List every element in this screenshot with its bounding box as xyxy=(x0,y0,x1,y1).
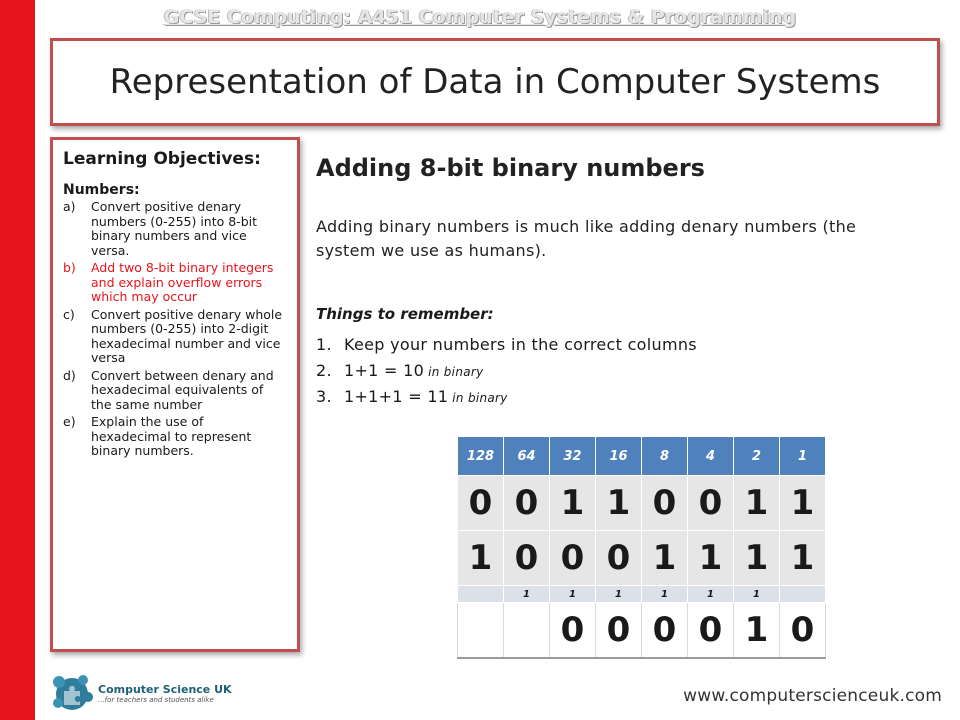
bit-cell: 1 xyxy=(458,531,504,586)
carry-cell xyxy=(458,586,504,603)
objectives-list xyxy=(63,200,287,459)
puzzle-logo-icon xyxy=(50,673,94,713)
slide-title-box xyxy=(50,38,940,126)
place-value-cell: 32 xyxy=(550,437,596,476)
objective-item: a) Convert positive denary numbers (0-255) into 8-bit binary numbers and vice versa. xyxy=(63,199,258,258)
second-number-row xyxy=(458,531,826,586)
carry-cell: 1 xyxy=(504,586,550,603)
objective-item: d) Convert between denary and hexadecimal equivalents of the same number xyxy=(63,367,274,412)
bit-cell: 0 xyxy=(688,476,734,531)
result-cell: 0 xyxy=(596,603,642,659)
bit-cell: 0 xyxy=(504,531,550,586)
result-cell: 0 xyxy=(550,603,596,659)
learning-objectives-box xyxy=(50,137,300,652)
place-value-cell: 128 xyxy=(458,437,504,476)
result-cell xyxy=(458,603,504,659)
rules-list xyxy=(316,335,697,413)
result-cell: 0 xyxy=(780,603,826,659)
result-cell: 1 xyxy=(734,603,780,659)
slide-title: Representation of Data in Computer Systems xyxy=(109,62,881,102)
result-cell: 0 xyxy=(642,603,688,659)
place-value-cell: 1 xyxy=(780,437,826,476)
objective-item-highlighted: b) Add two 8-bit binary integers and explain overflow errors which may occur xyxy=(63,260,274,304)
objective-item: c) Convert positive denary whole numbers (0-255) into 2-digit hexadecimal number and vice versa xyxy=(63,306,283,365)
course-title[interactable]: GCSE Computing: A451 Computer Systems & Programming xyxy=(163,6,797,28)
left-accent-bar xyxy=(0,0,35,720)
website-link[interactable]: www.computerscienceuk.com xyxy=(683,686,942,706)
carry-cell xyxy=(780,586,826,603)
carry-cell: 1 xyxy=(642,586,688,603)
bit-cell: 1 xyxy=(688,531,734,586)
place-value-cell: 4 xyxy=(688,437,734,476)
rule-item: 2. 1+1 = 10 in binary xyxy=(316,361,484,380)
rule-item: 1. Keep your numbers in the correct columns xyxy=(316,335,697,354)
carry-cell: 1 xyxy=(734,586,780,603)
bit-cell: 1 xyxy=(780,476,826,531)
place-value-cell: 64 xyxy=(504,437,550,476)
bit-cell: 1 xyxy=(780,531,826,586)
rule-item: 3. 1+1+1 = 11 in binary xyxy=(316,387,508,406)
remember-heading: Things to remember: xyxy=(316,305,494,323)
bit-cell: 1 xyxy=(596,476,642,531)
bit-cell: 1 xyxy=(734,531,780,586)
carry-cell: 1 xyxy=(688,586,734,603)
result-cell: 0 xyxy=(688,603,734,659)
place-value-cell: 16 xyxy=(596,437,642,476)
bit-cell: 1 xyxy=(550,476,596,531)
result-cell xyxy=(504,603,550,659)
intro-paragraph: Adding binary numbers is much like adding denary numbers (the system we use as humans). xyxy=(316,217,857,260)
logo-tagline: ...for teachers and students alike xyxy=(98,695,214,704)
section-heading: Adding 8-bit binary numbers xyxy=(316,154,705,182)
bit-cell: 0 xyxy=(642,476,688,531)
bit-cell: 0 xyxy=(458,476,504,531)
place-value-cell: 2 xyxy=(734,437,780,476)
computer-science-uk-logo xyxy=(50,673,232,713)
objective-item: e) Explain the use of hexadecimal to represent binary numbers. xyxy=(63,414,252,458)
place-value-cell: 8 xyxy=(642,437,688,476)
carry-cell: 1 xyxy=(596,586,642,603)
objectives-heading: Learning Objectives: xyxy=(63,149,261,169)
carry-cell: 1 xyxy=(550,586,596,603)
first-number-row xyxy=(458,476,826,531)
bit-cell: 1 xyxy=(734,476,780,531)
place-value-row xyxy=(458,437,826,476)
bit-cell: 1 xyxy=(642,531,688,586)
bit-cell: 0 xyxy=(550,531,596,586)
result-row xyxy=(458,603,826,659)
bit-cell: 0 xyxy=(504,476,550,531)
binary-addition-table xyxy=(457,436,826,659)
objectives-subheading: Numbers: xyxy=(63,182,140,198)
logo-name: Computer Science UK xyxy=(98,682,232,696)
bit-cell: 0 xyxy=(596,531,642,586)
carry-row xyxy=(458,586,826,603)
